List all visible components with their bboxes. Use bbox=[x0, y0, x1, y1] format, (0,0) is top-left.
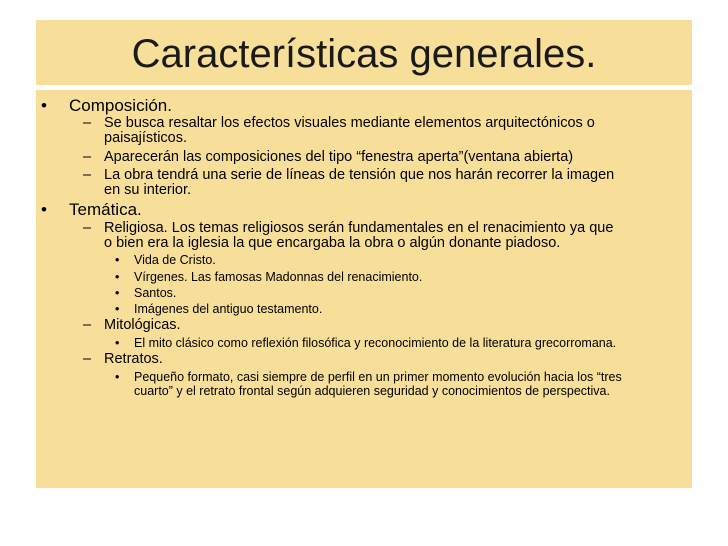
bullet-marker: • bbox=[115, 286, 120, 300]
sub-list-item-text: Santos. bbox=[134, 286, 177, 300]
bullet-marker: • bbox=[115, 253, 120, 267]
list-item-text: Se busca resaltar los efectos visuales mediante elementos arquitectónicos o bbox=[104, 115, 595, 131]
list-item-continuation: o bien era la iglesia la que encargaba la obra o algún donante piadoso. bbox=[104, 235, 561, 251]
bullet-marker: • bbox=[115, 302, 120, 316]
dash-marker: – bbox=[83, 317, 92, 333]
bullet-marker: • bbox=[115, 336, 120, 350]
section-label: Temática. bbox=[69, 200, 142, 219]
list-item-text: Religiosa. Los temas religiosos serán fundamentales en el renacimiento ya que bbox=[104, 220, 614, 236]
sub-list-item-text: Vírgenes. Las famosas Madonnas del renacimiento. bbox=[134, 270, 423, 284]
list-item-continuation: paisajísticos. bbox=[104, 130, 188, 146]
list-item-text: Mitológicas. bbox=[104, 317, 181, 333]
bullet-marker: • bbox=[115, 370, 120, 384]
list-item-text: Retratos. bbox=[104, 351, 163, 367]
dash-marker: – bbox=[83, 149, 92, 165]
slide-title: Características generales. bbox=[131, 32, 597, 76]
dash-marker: – bbox=[83, 167, 92, 183]
sub-list-item-continuation: cuarto” y el retrato frontal según adquieren seguridad y conocimientos de perspectiva. bbox=[134, 384, 610, 398]
list-item-text: La obra tendrá una serie de líneas de tensión que nos harán recorrer la imagen bbox=[104, 167, 615, 183]
bullet-marker: • bbox=[115, 270, 120, 284]
bullet-marker: • bbox=[41, 200, 47, 219]
list-item-text: Aparecerán las composiciones del tipo “fenestra aperta”(ventana abierta) bbox=[104, 149, 574, 165]
dash-marker: – bbox=[83, 220, 92, 236]
list-item-continuation: en su interior. bbox=[104, 182, 192, 198]
sub-list-item-text: El mito clásico como reflexión filosófica y reconocimiento de la literatura grecorromana. bbox=[134, 336, 617, 350]
sub-list-item-text: Vida de Cristo. bbox=[134, 253, 216, 267]
section-label: Composición. bbox=[69, 96, 172, 115]
title-panel bbox=[36, 20, 692, 85]
sub-list-item-text: Imágenes del antiguo testamento. bbox=[134, 302, 323, 316]
sub-list-item-text: Pequeño formato, casi siempre de perfil en un primer momento evolución hacia los “tres bbox=[134, 370, 622, 384]
bullet-marker: • bbox=[41, 96, 47, 115]
dash-marker: – bbox=[83, 351, 92, 367]
dash-marker: – bbox=[83, 115, 92, 131]
